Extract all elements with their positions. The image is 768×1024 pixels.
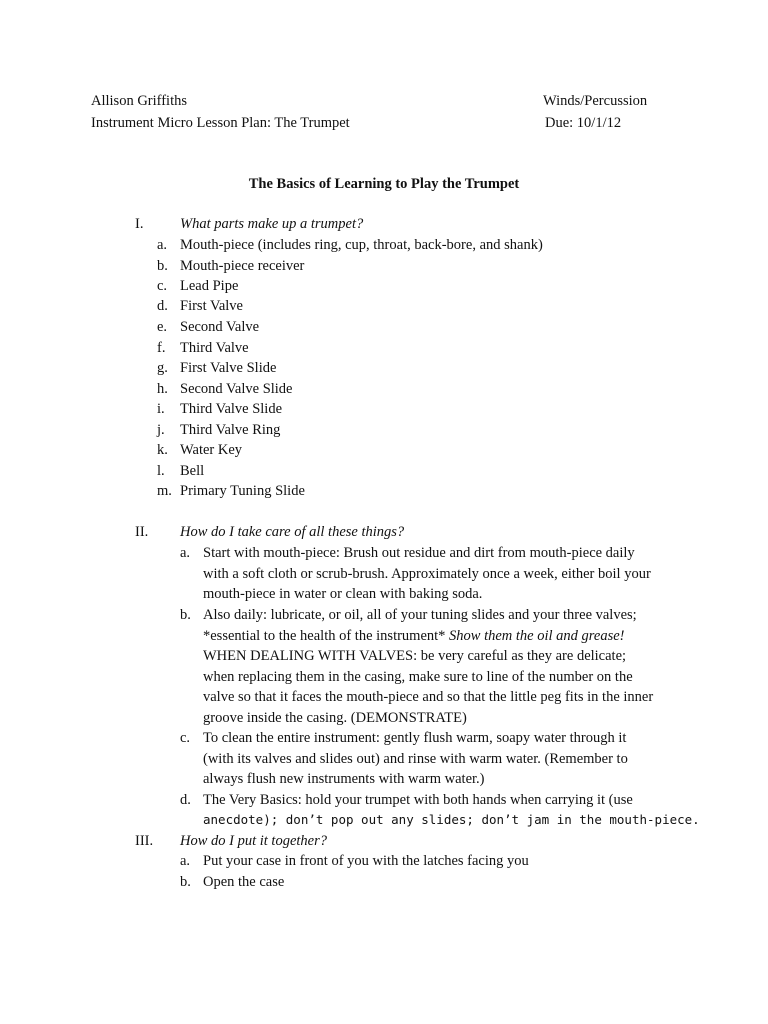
list-item-line: anecdote); don’t pop out any slides; don’t jam in the mouth-piece.	[203, 812, 700, 827]
section-numeral: III.	[135, 833, 154, 849]
list-item-line: mouth-piece in water or clean with baking soda.	[203, 586, 483, 602]
list-item: Second Valve Slide	[180, 381, 293, 397]
list-item: Mouth-piece receiver	[180, 258, 305, 274]
list-item: First Valve Slide	[180, 360, 277, 376]
list-item-letter: h.	[157, 381, 168, 397]
document-title: The Basics of Learning to Play the Trumpet	[248, 176, 520, 192]
list-item-letter: b.	[157, 258, 168, 274]
list-item-letter: d.	[180, 792, 191, 808]
list-item-line: *essential to the health of the instrument*	[203, 628, 446, 644]
list-item-letter: c.	[180, 730, 191, 746]
list-item-letter: d.	[157, 298, 168, 314]
section-question: How do I take care of all these things?	[180, 524, 405, 540]
list-item-letter: e.	[157, 319, 168, 335]
list-item-letter: j.	[157, 422, 165, 438]
list-item-line-with-emphasis	[203, 626, 625, 646]
list-item-letter: l.	[157, 463, 165, 479]
list-item-letter: a.	[180, 545, 191, 561]
list-item: Mouth-piece (includes ring, cup, throat, back-bore, and shank)	[180, 237, 543, 253]
list-item-line: To clean the entire instrument: gently flush warm, soapy water through it	[203, 730, 627, 746]
list-item-line: when replacing them in the casing, make sure to line of the number on the	[203, 669, 633, 685]
list-item-line: always flush new instruments with warm water.)	[203, 771, 485, 787]
list-item-letter: k.	[157, 442, 168, 458]
list-item: First Valve	[180, 298, 243, 314]
list-item: Second Valve	[180, 319, 260, 335]
list-item-line: (with its valves and slides out) and rinse with warm water. (Remember to	[203, 751, 628, 767]
list-item-letter: b.	[180, 607, 191, 623]
due-date: Due: 10/1/12	[545, 115, 622, 131]
list-item: Third Valve Slide	[180, 401, 283, 417]
list-item-line: with a soft cloth or scrub-brush. Approximately once a week, either boil your	[203, 566, 651, 582]
list-item-line: WHEN DEALING WITH VALVES: be very careful as they are delicate;	[203, 648, 627, 664]
list-item-letter: g.	[157, 360, 168, 376]
list-item: Water Key	[180, 442, 243, 458]
author-name: Allison Griffiths	[91, 93, 187, 109]
list-item: Lead Pipe	[180, 278, 239, 294]
lesson-plan-title: Instrument Micro Lesson Plan: The Trumpet	[91, 115, 350, 131]
emphasis-note: Show them the oil and grease!	[449, 628, 625, 644]
list-item-letter: a.	[157, 237, 168, 253]
list-item: Third Valve Ring	[180, 422, 281, 438]
list-item: Open the case	[203, 874, 285, 890]
list-item-line: The Very Basics: hold your trumpet with both hands when carrying it (use	[203, 792, 633, 808]
section-numeral: I.	[135, 216, 144, 232]
section-numeral: II.	[135, 524, 149, 540]
list-item: Put your case in front of you with the latches facing you	[203, 853, 529, 869]
list-item: Bell	[180, 463, 205, 479]
list-item: Primary Tuning Slide	[180, 483, 305, 499]
list-item-line: valve so that it faces the mouth-piece and so that the little peg fits in the inner	[203, 689, 654, 705]
list-item-letter: m.	[157, 483, 172, 499]
course-name: Winds/Percussion	[543, 93, 648, 109]
section-question: What parts make up a trumpet?	[180, 216, 364, 232]
list-item-line: Also daily: lubricate, or oil, all of your tuning slides and your three valves;	[203, 607, 637, 623]
list-item-letter: a.	[180, 853, 191, 869]
list-item-letter: b.	[180, 874, 191, 890]
section-question: How do I put it together?	[180, 833, 328, 849]
list-item-letter: i.	[157, 401, 165, 417]
list-item-letter: c.	[157, 278, 168, 294]
list-item-line: Start with mouth-piece: Brush out residue and dirt from mouth-piece daily	[203, 545, 635, 561]
list-item-line: groove inside the casing. (DEMONSTRATE)	[203, 710, 467, 726]
list-item-letter: f.	[157, 340, 166, 356]
list-item: Third Valve	[180, 340, 249, 356]
